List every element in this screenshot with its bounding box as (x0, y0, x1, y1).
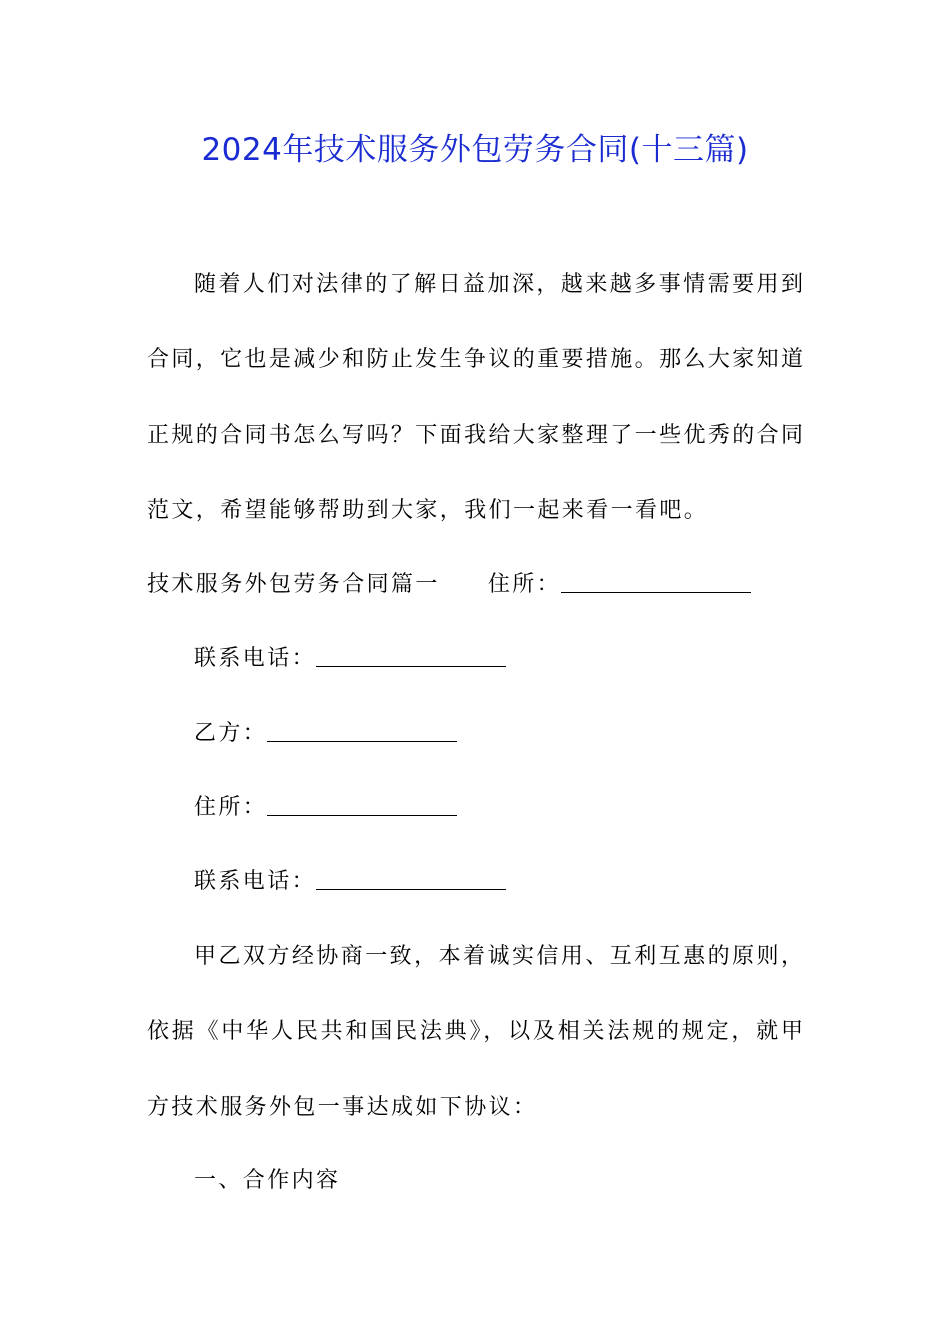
address-row (194, 791, 457, 825)
phone-blank (316, 646, 506, 667)
party-b-blank (267, 721, 457, 742)
body-line: 方技术服务外包一事达成如下协议： (147, 1095, 538, 1120)
body-line: 甲乙双方经协商一致，本着诚实信用、互利互惠的原则， (194, 944, 803, 969)
address-blank (561, 572, 751, 593)
phone-row (194, 642, 506, 676)
phone-label: 联系电话： (194, 869, 317, 894)
phone-row (194, 865, 506, 899)
intro-line: 正规的合同书怎么写吗？下面我给大家整理了一些优秀的合同 (147, 423, 803, 448)
party-b-row (194, 717, 457, 751)
body-line: 依据《中华人民共和国民法典》，以及相关法规的规定，就甲 (147, 1019, 803, 1044)
phone-label: 联系电话： (194, 646, 317, 671)
address-label: 住所： (487, 572, 562, 597)
document-title: 2024年技术服务外包劳务合同(十三篇) (201, 132, 749, 168)
party-b-label: 乙方： (194, 721, 268, 746)
phone-blank (316, 869, 506, 890)
intro-line: 合同，它也是减少和防止发生争议的重要措施。那么大家知道 (147, 347, 803, 372)
intro-line: 随着人们对法律的了解日益加深，越来越多事情需要用到 (194, 272, 803, 297)
address-label: 住所： (194, 795, 268, 820)
section-heading-row (147, 568, 751, 602)
intro-line: 范文，希望能够帮助到大家，我们一起来看一看吧。 (147, 498, 709, 523)
section-heading: 技术服务外包劳务合同篇一 (147, 572, 440, 597)
address-blank (267, 795, 457, 816)
clause-heading: 一、合作内容 (194, 1168, 341, 1193)
